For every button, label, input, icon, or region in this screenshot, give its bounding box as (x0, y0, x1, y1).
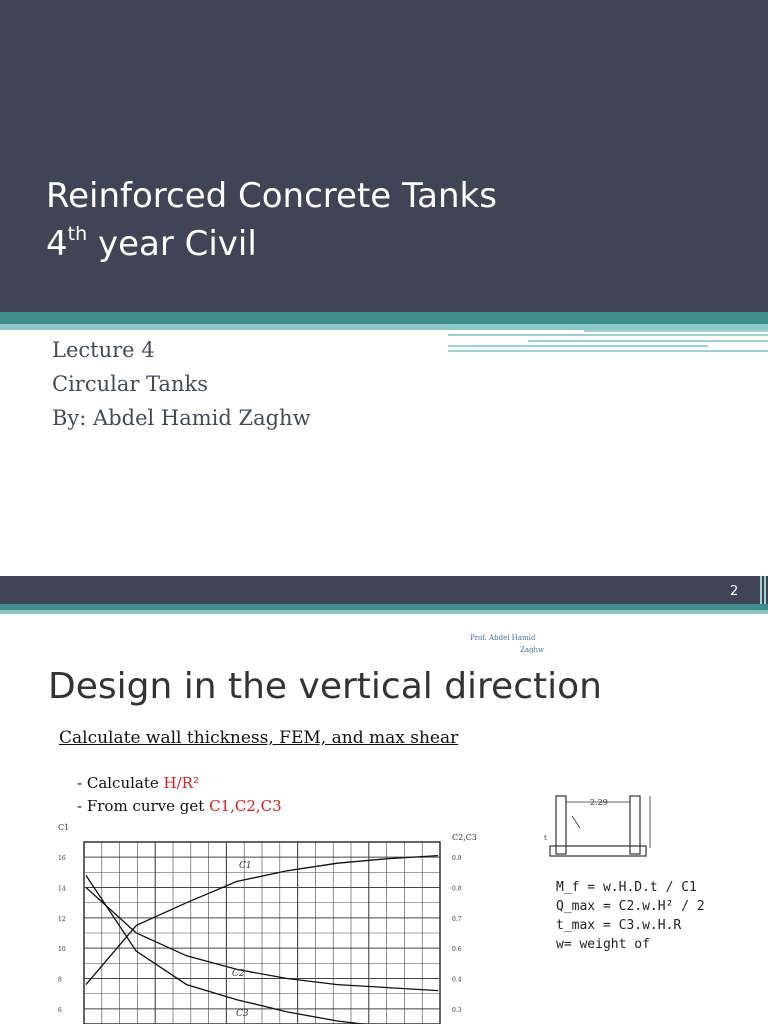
formula-tmax: t_max = C3.w.H.R (556, 918, 682, 933)
curve-label-c1: C1 (239, 861, 252, 871)
right-tick-label: 0.4 (452, 976, 462, 984)
left-axis-label: C1 (58, 823, 70, 832)
section-heading: Calculate wall thickness, FEM, and max shear (59, 728, 459, 748)
bullet-list (77, 772, 282, 818)
svg-text:t: t (544, 834, 547, 842)
slide1-title (46, 172, 497, 268)
slide2-stripes (448, 576, 768, 606)
right-tick-label: 0.9 (452, 855, 462, 863)
subtitle-author: By: Abdel Hamid Zaghw (52, 406, 311, 430)
right-axis-label: C2,C3 (452, 833, 477, 842)
chart-ticks (58, 855, 462, 1014)
left-tick-label: 10 (58, 946, 66, 954)
left-tick-label: 12 (58, 915, 66, 923)
tank-section-diagram (540, 788, 660, 868)
page-number: 2 (730, 584, 739, 599)
coefficient-chart (44, 820, 477, 1024)
formula-w: w= weight of (556, 937, 650, 952)
formula-block (556, 878, 705, 954)
subtitle-topic: Circular Tanks (52, 372, 208, 396)
left-tick-label: 14 (58, 885, 66, 893)
title-line2: 4th year Civil (46, 223, 257, 264)
decorative-stripes (448, 330, 768, 350)
curve-label-c2: C2 (232, 969, 245, 979)
bullet-curve: - From curve get C1,C2,C3 (77, 797, 282, 815)
right-tick-label: 0.6 (452, 946, 462, 954)
right-tick-label: 0.3 (452, 1006, 462, 1014)
slide2-teal-light (0, 610, 768, 614)
title-line1: Reinforced Concrete Tanks (46, 176, 497, 216)
section-title: Design in the vertical direction (48, 666, 602, 707)
bullet-calculate: - Calculate H/R² (77, 774, 199, 792)
right-tick-label: 0.7 (452, 915, 462, 923)
subtitle-lecture: Lecture 4 (52, 338, 155, 362)
formula-mf: M_f = w.H.D.t / C1 (556, 880, 697, 895)
left-tick-label: 8 (58, 976, 62, 984)
right-tick-label: 0.8 (452, 885, 462, 893)
slide1-subtitle (52, 333, 311, 435)
curve-label-c3: C3 (236, 1009, 249, 1019)
formula-qmax: Q_max = C2.w.H² / 2 (556, 899, 705, 914)
left-tick-label: 16 (58, 855, 66, 863)
svg-text:2.29: 2.29 (590, 798, 608, 807)
left-tick-label: 6 (58, 1006, 62, 1014)
author-note: Prof. Abdel Hamid Zaghw (470, 634, 545, 654)
